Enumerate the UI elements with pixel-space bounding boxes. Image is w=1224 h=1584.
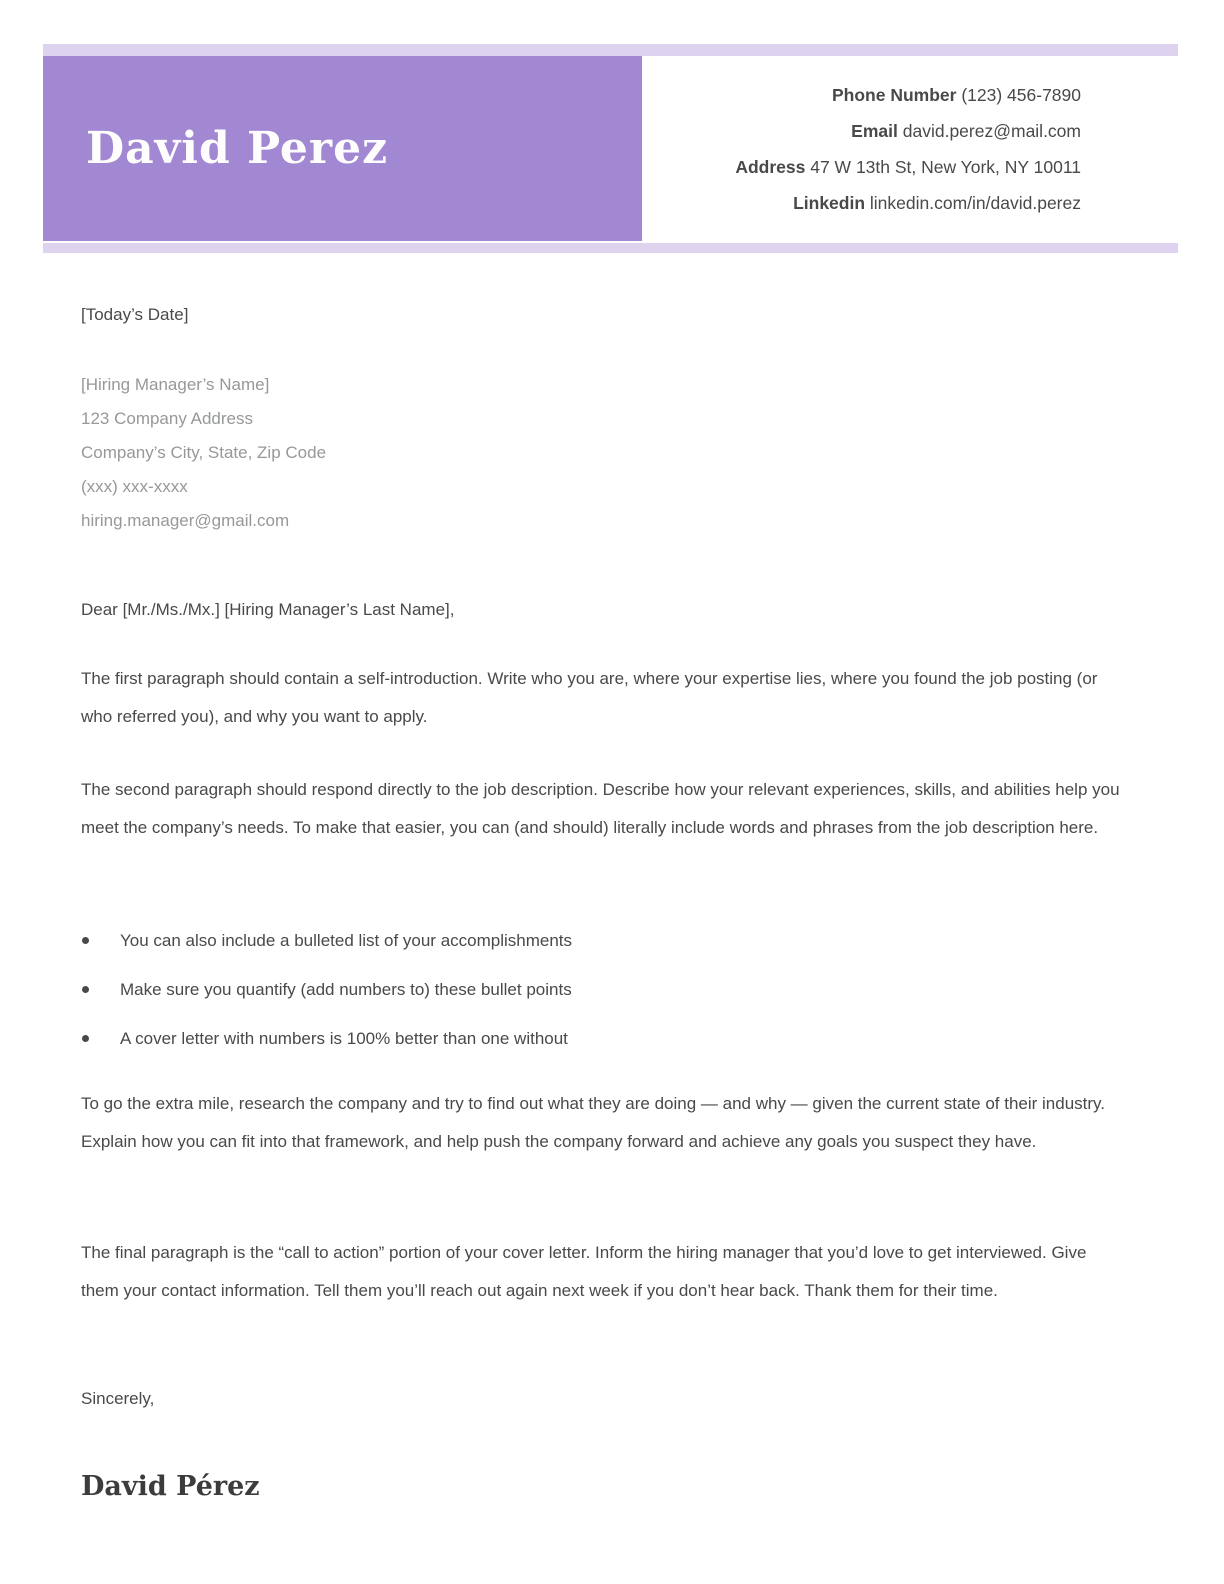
paragraph-extra-mile: To go the extra mile, research the company and try to find out what they are doing — and why — given the current state of their industry. Explain how you can fit into that framework, and help push the company forward and achieve any goals you suspect they have. <box>81 1094 1106 1151</box>
accomplishment-bullet-list <box>81 922 1127 1069</box>
recipient-address: 123 Company Address <box>81 409 253 428</box>
signature-name: David Pérez <box>81 1471 260 1502</box>
recipient-city-state-zip: Company’s City, State, Zip Code <box>81 443 327 462</box>
contact-line-linkedin <box>793 185 1081 221</box>
contact-label-address: Address <box>735 156 806 177</box>
recipient-block <box>81 368 1127 538</box>
bullet-icon <box>82 1035 89 1042</box>
list-item <box>81 971 1127 1009</box>
recipient-name: [Hiring Manager’s Name] <box>81 375 270 394</box>
paragraph-introduction: The first paragraph should contain a self-introduction. Write who you are, where your expertise lies, where you found the job posting (or who referred you), and why you want to apply. <box>81 669 1098 726</box>
date-placeholder: [Today’s Date] <box>81 305 189 324</box>
contact-value-linkedin: linkedin.com/in/david.perez <box>869 192 1081 213</box>
contact-line-address <box>735 149 1081 185</box>
contact-value-email: david.perez@mail.com <box>902 120 1081 141</box>
bullet-text: Make sure you quantify (add numbers to) these bullet points <box>120 980 572 999</box>
bullet-text: You can also include a bulleted list of your accomplishments <box>120 931 573 950</box>
bullet-text: A cover letter with numbers is 100% better than one without <box>120 1029 568 1048</box>
contact-line-email <box>851 113 1081 149</box>
bullet-icon <box>82 986 89 993</box>
recipient-email: hiring.manager@gmail.com <box>81 511 290 530</box>
list-item <box>81 922 1127 960</box>
contact-label-email: Email <box>851 120 898 141</box>
applicant-name: David Perez <box>86 123 389 174</box>
salutation: Dear [Mr./Ms./Mx.] [Hiring Manager’s Last Name], <box>81 600 455 619</box>
paragraph-job-description: The second paragraph should respond directly to the job description. Describe how your relevant experiences, skills, and abilities help you meet the company’s needs. To make that easier, you can (and should) literally include words and phrases from the job description here. <box>81 780 1120 837</box>
paragraph-call-to-action: The final paragraph is the “call to action” portion of your cover letter. Inform the hiring manager that you’d love to get interviewed. Give them your contact information. Tell them you’ll reach out again next week if you don’t hear back. Thank them for their time. <box>81 1243 1087 1300</box>
bullet-icon <box>82 937 89 944</box>
contact-label-phone: Phone Number <box>831 84 957 105</box>
contact-value-address: 47 W 13th St, New York, NY 10011 <box>810 156 1081 177</box>
contact-info <box>642 56 1178 241</box>
contact-value-phone: (123) 456-7890 <box>961 84 1081 105</box>
header-top-accent-bar <box>43 44 1178 56</box>
contact-label-linkedin: Linkedin <box>793 192 866 213</box>
header-bottom-accent-bar <box>43 243 1178 253</box>
list-item <box>81 1020 1127 1058</box>
valediction: Sincerely, <box>81 1389 155 1408</box>
contact-line-phone <box>832 77 1081 113</box>
recipient-phone: (xxx) xxx-xxxx <box>81 477 188 496</box>
name-banner <box>43 56 642 241</box>
header <box>43 56 1178 241</box>
